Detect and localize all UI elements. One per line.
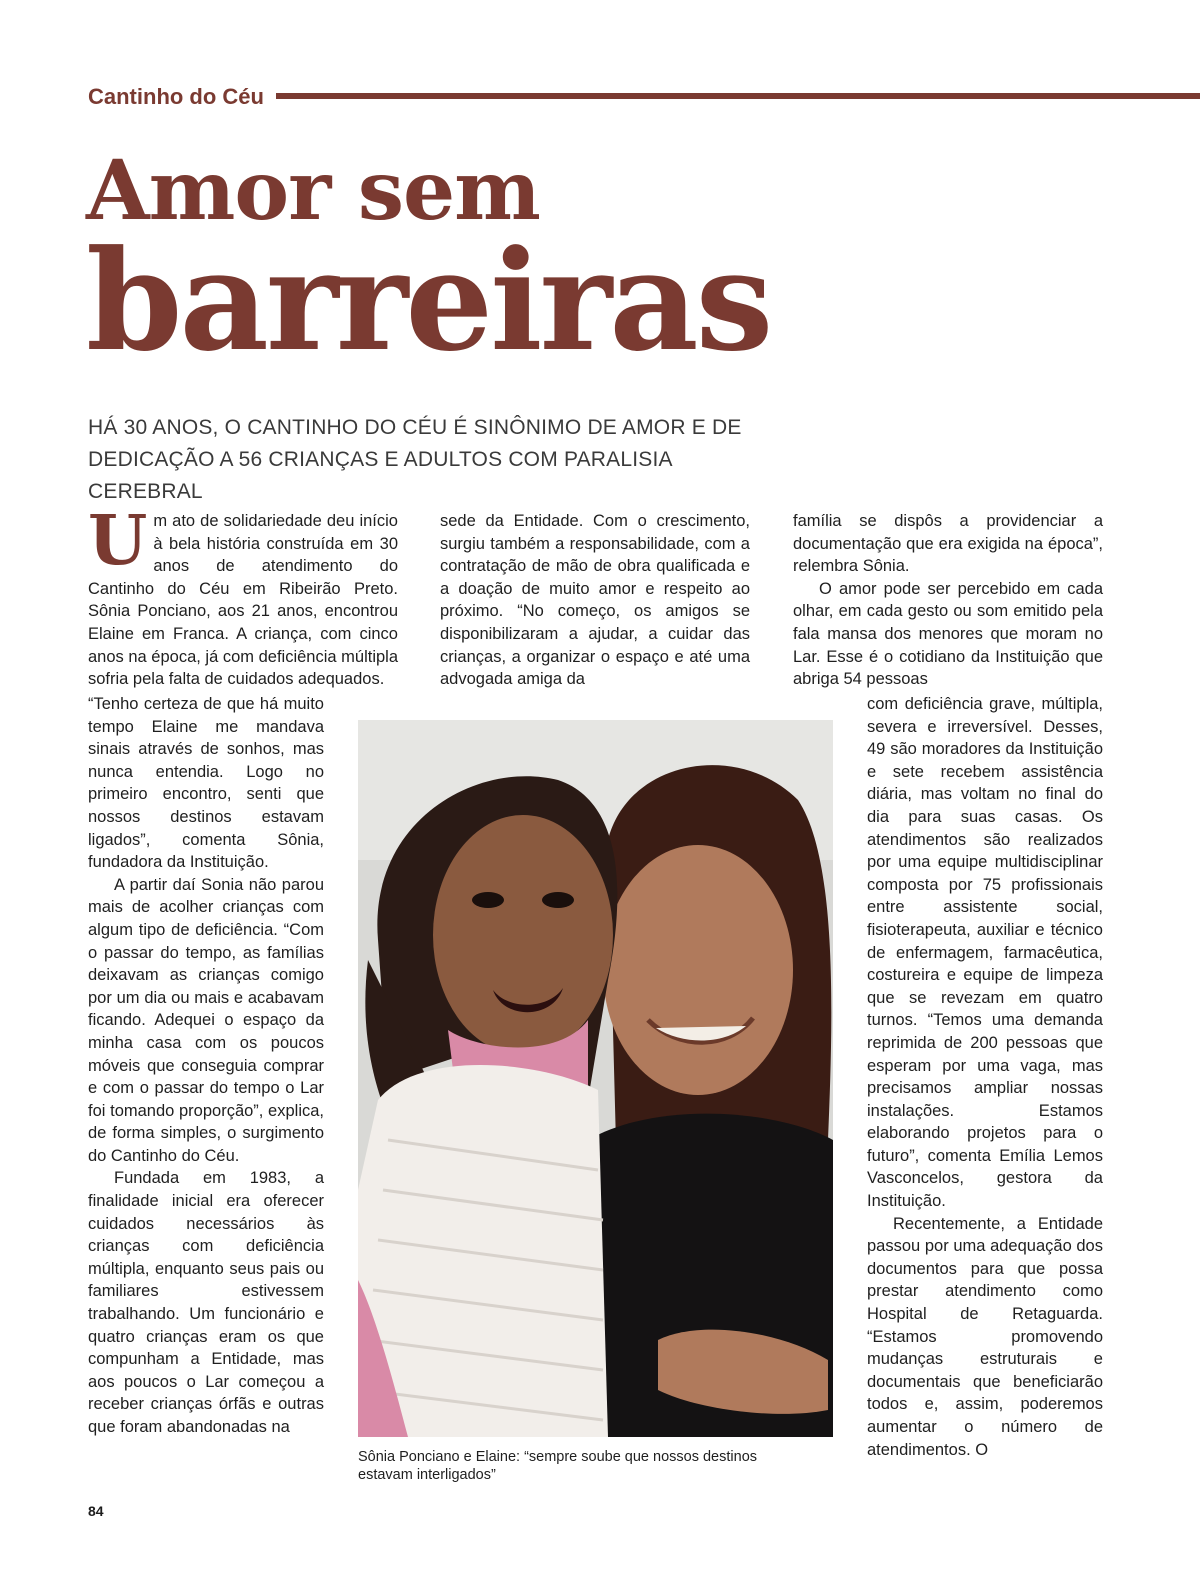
subtitle: HÁ 30 ANOS, O CANTINHO DO CÉU É SINÔNIMO DE AMOR E DE DEDICAÇÃO A 56 CRIANÇAS E ADULTOS COM PARALISIA CEREBRAL bbox=[88, 416, 742, 503]
paragraph: Recentemente, a Entidade passou por uma adequação dos documentos para que possa prestar atendimento como Hospital de Retaguarda. “Estamos promovendo mudanças estruturais e documentais que beneficiarão todos e, assim, poderemos aumentar o número de atendimentos. O bbox=[867, 1214, 1103, 1459]
photo-illustration bbox=[358, 720, 833, 1437]
page-number: 84 bbox=[88, 1503, 104, 1519]
drop-cap: U bbox=[88, 501, 148, 581]
article-column-2 bbox=[440, 510, 750, 691]
article-column-1-top bbox=[88, 501, 399, 691]
paragraph: sede da Entidade. Com o crescimento, surgiu também a responsabilidade, com a contratação de mão de obra qualificada e a doação de muito amor e respeito ao próximo. “No começo, os amigos se disponibilizaram a ajudar, a cuidar das crianças, a organizar o espaço e até uma advogada amiga da bbox=[440, 512, 750, 689]
paragraph: “Tenho certeza de que há muito tempo Elaine me mandava sinais através de sonhos, mas nunca entendia. Logo no primeiro encontro, senti que nossos destinos estavam ligados”, comenta Sônia, fundadora da Instituição. bbox=[88, 695, 324, 872]
paragraph: A partir daí Sonia não parou mais de acolher crianças com algum tipo de deficiência. “Com o passar do tempo, as famílias deixavam as crianças comigo por um dia ou mais e acabavam ficando. Adequei o espaço da minha casa com os poucos móveis que conseguia comprar e com o passar do tempo o Lar foi tomando proporção”, explica, de forma simples, o surgimento do Cantinho do Céu. bbox=[88, 875, 324, 1165]
paragraph: Fundada em 1983, a finalidade inicial era oferecer cuidados necessários às crianças com deficiência múltipla, enquanto seus pais ou familiares estivessem trabalhando. Um funcionário e quatro crianças eram os que compunham a Entidade, mas aos poucos o Lar começou a receber crianças órfãs e outras que foram abandonadas na bbox=[88, 1169, 324, 1436]
paragraph: família se dispôs a providenciar a documentação que era exigida na época”, relembra Sônia. bbox=[793, 512, 1103, 576]
article-column-3-bottom bbox=[867, 693, 1103, 1461]
paragraph: O amor pode ser percebido em cada olhar, em cada gesto ou som emitido pela fala mansa dos menores que moram no Lar. Esse é o cotidiano da Instituição que abriga 54 pessoas bbox=[793, 579, 1103, 689]
article-column-1-bottom bbox=[88, 693, 324, 1439]
section-label: Cantinho do Céu bbox=[88, 84, 264, 109]
paragraph: com deficiência grave, múltipla, severa e irreversível. Desses, 49 são moradores da Instituição e sete recebem assistência diária, mas voltam no final do dia para suas casas. Os atendimentos são realizados por uma equipe multidisciplinar composta por 75 profissionais entre assistente social, fisioterapeuta, auxiliar e técnico de enfermagem, farmacêutica, costureira e equipe de limpeza que se revezam em quatro turnos. “Temos uma demanda reprimida de 200 pessoas que esperam por uma vaga, mas precisamos ampliar nossas instalações. Estamos elaborando projetos para o futuro”, comenta Emília Lemos Vasconcelos, gestora da Instituição. bbox=[867, 695, 1103, 1211]
headline-line-2: barreiras bbox=[86, 219, 771, 382]
headline-line-1: Amor sem bbox=[86, 143, 540, 239]
paragraph-intro: m ato de solidariedade deu início à bela história construída em 30 anos de atendimento do Cantinho do Céu em Ribeirão Preto. Sônia Ponciano, aos 21 anos, encontrou Elaine em Franca. A criança, com cinco anos na época, já com deficiência múltipla sofria pela falta de cuidados adequados. bbox=[88, 512, 399, 689]
article-photo bbox=[358, 720, 833, 1437]
article-column-3-top bbox=[793, 510, 1103, 691]
section-rule bbox=[276, 93, 1200, 99]
photo-caption: Sônia Ponciano e Elaine: “sempre soube que nossos destinos estavam interligados” bbox=[358, 1449, 758, 1483]
